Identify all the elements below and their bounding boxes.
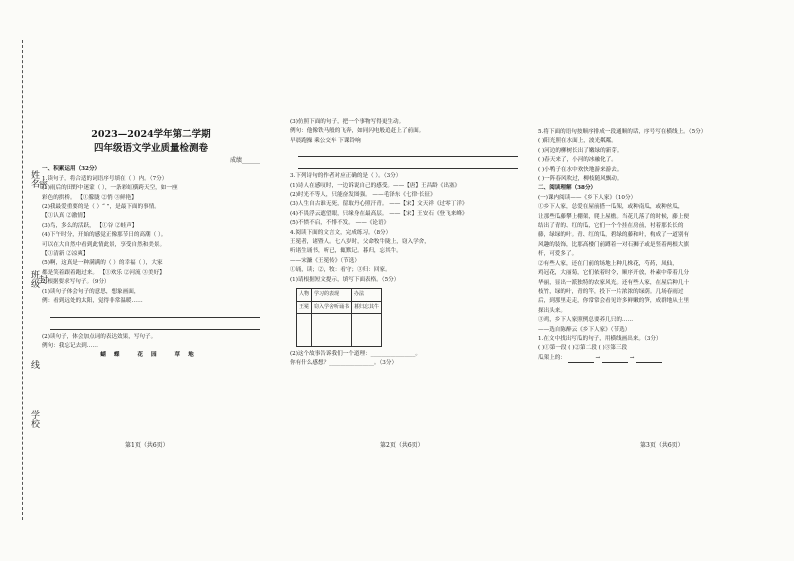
- passage-line: ②有些人家，还在门前的场地上种几株花，芍药，凤仙，: [538, 260, 678, 267]
- answer-table: [296, 288, 382, 347]
- question-line: 彩色的拱桥。 【①朦胧 ②悄 ③鲜艳】: [42, 194, 137, 201]
- question-line: (5)啊，这真是一种满满的（ ）的幸福（ ），大家: [42, 260, 163, 267]
- side-label-seal: 封: [37, 275, 47, 284]
- question-line: (2)读句子，体会加点词的表达效果，写句子。: [42, 333, 157, 340]
- table-cell: 窃入学舍听诵书: [312, 301, 352, 313]
- binding-dashed-line: [22, 40, 23, 520]
- question-line: ( )河边的柳树长出了嫩绿的新芽。: [538, 147, 623, 154]
- passage-line: ③鸡，乡下人家照例总要养几只的……: [538, 317, 634, 324]
- passage-line: 杆，可爱多了。: [538, 251, 578, 258]
- question-line: 听诸生诵书，听已，辄默记。暮归，忘其牛。: [290, 248, 402, 255]
- table-cell[interactable]: [297, 313, 312, 346]
- question-line: 2.根据要求写句子。（9分）: [42, 279, 110, 286]
- table-header: 人物: [297, 289, 312, 301]
- table-cell[interactable]: [312, 313, 352, 346]
- question-line: 例：看到远处的太阳，觉得非常温暖……: [42, 298, 143, 305]
- passage-line: 藤，绿绿的叶。青、红的瓜，碧绿的藤和叶，构成了一道别有: [538, 232, 690, 239]
- passage-line: 华丽，显出一派独特的农家风光。还有些人家，在屋后种几十: [538, 279, 690, 286]
- passage-line: 枝竹，绿的叶，青的竿，投下一片浓浓的绿荫。几场春雨过: [538, 288, 684, 295]
- question-line: ( )春天来了，小河的冰融化了。: [538, 157, 617, 164]
- passage-line: 鸡冠花，大丽菊，它们依着时令，顺序开放，朴素中带着几分: [538, 270, 690, 277]
- table-cell[interactable]: [352, 313, 382, 346]
- question-line: (5)不愤不启，不悱不发。 ——《论语》: [290, 220, 390, 227]
- answer-line[interactable]: [50, 321, 260, 330]
- answer-line[interactable]: [298, 148, 518, 157]
- question-line: (3)仿照下面的句子，把一个事物写得更生动。: [290, 119, 405, 125]
- question-line: (1)雨后的田野中迷蒙（ ），一条彩虹横跨天空，如一座: [42, 185, 178, 192]
- question-line: ( )小鸭子在水中欢快地游来游去。: [538, 166, 623, 173]
- question-line: 早晨跑操 乘公交车 下课铃响: [290, 137, 361, 144]
- question-line: 可以在大自然中看到此情此景，享受自然和美景。: [42, 241, 166, 248]
- side-label-dense: 密: [37, 180, 47, 189]
- question-line: 例句：我忘记去到……: [42, 342, 98, 349]
- question-line: (1)请根据短文提示，填写下面表格。（5分）: [290, 276, 400, 283]
- exam-title-year: 2023—2024学年第二学期: [91, 129, 211, 140]
- page-column-2: [290, 118, 518, 369]
- question-line: 例句：他像铁马般的飞奔，如同闪电般追赶上了前面。: [290, 128, 425, 135]
- question-line: 【①认真 ②激情】: [42, 213, 89, 220]
- flow-box[interactable]: [568, 356, 594, 363]
- word-prompt: 蝴蝶 花园 草地: [100, 352, 202, 359]
- question-line: (2)我最爱重要的是（ ）“ ”，是最下面的事情。: [42, 204, 160, 211]
- question-line: 5.将下面的语句按顺序排成一段通顺的话，序号写在横线上。（5分）: [538, 129, 707, 135]
- question-line: ——宋濂《王冕传》（节选）: [290, 257, 360, 264]
- question-line: 1.读句子，将合适的词语序号填在（ ）内。（7分）: [42, 175, 168, 182]
- passage-line: 让那些瓜藤攀上棚架，爬上屋檐。当花儿落了的时候，藤上便: [538, 213, 690, 220]
- table-header: 学习的表现: [312, 289, 352, 301]
- question-line: 你有什么感想？________________。（3分）: [290, 360, 398, 367]
- section-heading: 二、阅读理解（38分）: [538, 185, 597, 192]
- passage-line: ①乡下人家，总爱在屋前搭一瓜架，或种南瓜，或种丝瓜，: [538, 204, 684, 211]
- question-line: 1.在文中找出写瓜的句子，用横线画出来。（3分）: [538, 335, 662, 342]
- answer-line[interactable]: [50, 309, 260, 318]
- passage-line: 后，到那里走走，你常常会看见许多鲜嫩的笋，成群地从土里: [538, 298, 690, 305]
- table-cell: 暮归忘其牛: [352, 301, 382, 313]
- question-line: (1)读句子体会句子的意思，想象画面，: [42, 288, 140, 295]
- side-label-name: 姓名: [29, 170, 39, 188]
- page-footer-1: 第1页（共6页）: [125, 442, 169, 449]
- score-field: 成绩______: [229, 157, 260, 164]
- table-header: 办法: [352, 289, 382, 301]
- question-line: 3.下列诗句的作者对应正确的是（ ）。（3分）: [290, 173, 402, 180]
- question-line: (3)人生自古谁无死，留取丹心照汗青。 ——【宋】文天祥《过零丁洋》: [290, 201, 468, 208]
- question-line: (2)这个故事告诉我们一个道理：________________。: [290, 350, 421, 357]
- question-line: (4)下午时分，开始的感觉正像那节日的高潮（ ）。: [42, 232, 167, 239]
- section-heading: 一、积累运用（32分）: [42, 166, 101, 173]
- answer-line[interactable]: [298, 160, 518, 169]
- passage-source: ——选自陈醉云《乡下人家》（节选）: [538, 326, 631, 333]
- exam-title-subject: 四年级语文学业质量检测卷: [93, 143, 208, 154]
- flow-label: 瓜架上的：: [538, 354, 566, 361]
- passage-line: 风趣的装饰，比那高楼门前蹲着一对石狮子或是竖着两根大旗: [538, 241, 690, 248]
- page-footer-2: 第2页（共6页）: [380, 442, 424, 449]
- question-line: 4.阅读下面的文言文，完成练习。（8分）: [290, 229, 392, 236]
- question-line: (4)不畏浮云遮望眼，只缘身在最高层。 ——【宋】王安石《登飞来峰》: [290, 210, 468, 217]
- passage-line: 结出了青的、红的瓜，它们一个个挂在房前，衬着那长长的: [538, 223, 684, 230]
- passage-line: 探出头来。: [538, 307, 566, 314]
- side-label-class: 班级: [29, 270, 39, 288]
- question-line: ①诵，读；②，牧：看守；③归：回家。: [290, 267, 391, 274]
- question-line: 都是笑着跟着跑过来。 【①欢乐 ②河流 ③美好】: [42, 269, 165, 276]
- page-footer-3: 第3页（共6页）: [640, 442, 684, 449]
- question-line: 王冕者，诸暨人。七八岁时，父命牧牛陇上，窃入学舍，: [290, 239, 430, 246]
- table-cell: 王冕: [297, 301, 312, 313]
- page-column-3: [538, 128, 770, 363]
- question-line: 【①清新 ②凉爽】: [42, 251, 89, 258]
- question-line: (1)诗人在感叹时，一边诉说自己的感受。——【唐】王昌龄《出塞》: [290, 182, 461, 189]
- question-line: (2)时光不等人，只能奋发图强。 ——毛泽东《七律·长征》: [290, 192, 436, 199]
- flow-box[interactable]: [636, 356, 662, 363]
- question-line: (3)鸟，多么的活跃， 【①谷 ②蛙声】: [42, 222, 138, 229]
- question-line: (一)课内阅读——《乡下人家》（10分）: [538, 194, 637, 201]
- question-line: ( )一阵春风吹过，柳枝随风飘动。: [538, 176, 623, 183]
- flow-box[interactable]: [602, 356, 628, 363]
- question-line: ( )阳光照在水面上，波光粼粼。: [538, 138, 617, 145]
- side-label-school: 学校: [29, 410, 39, 428]
- page-column-1: [42, 128, 260, 361]
- side-label-line: 线: [29, 360, 39, 369]
- question-line: ( )①第一段 ( )②第二段 ( )③第三段: [538, 345, 628, 352]
- flow-answer: 瓜架上的： → →: [538, 354, 770, 363]
